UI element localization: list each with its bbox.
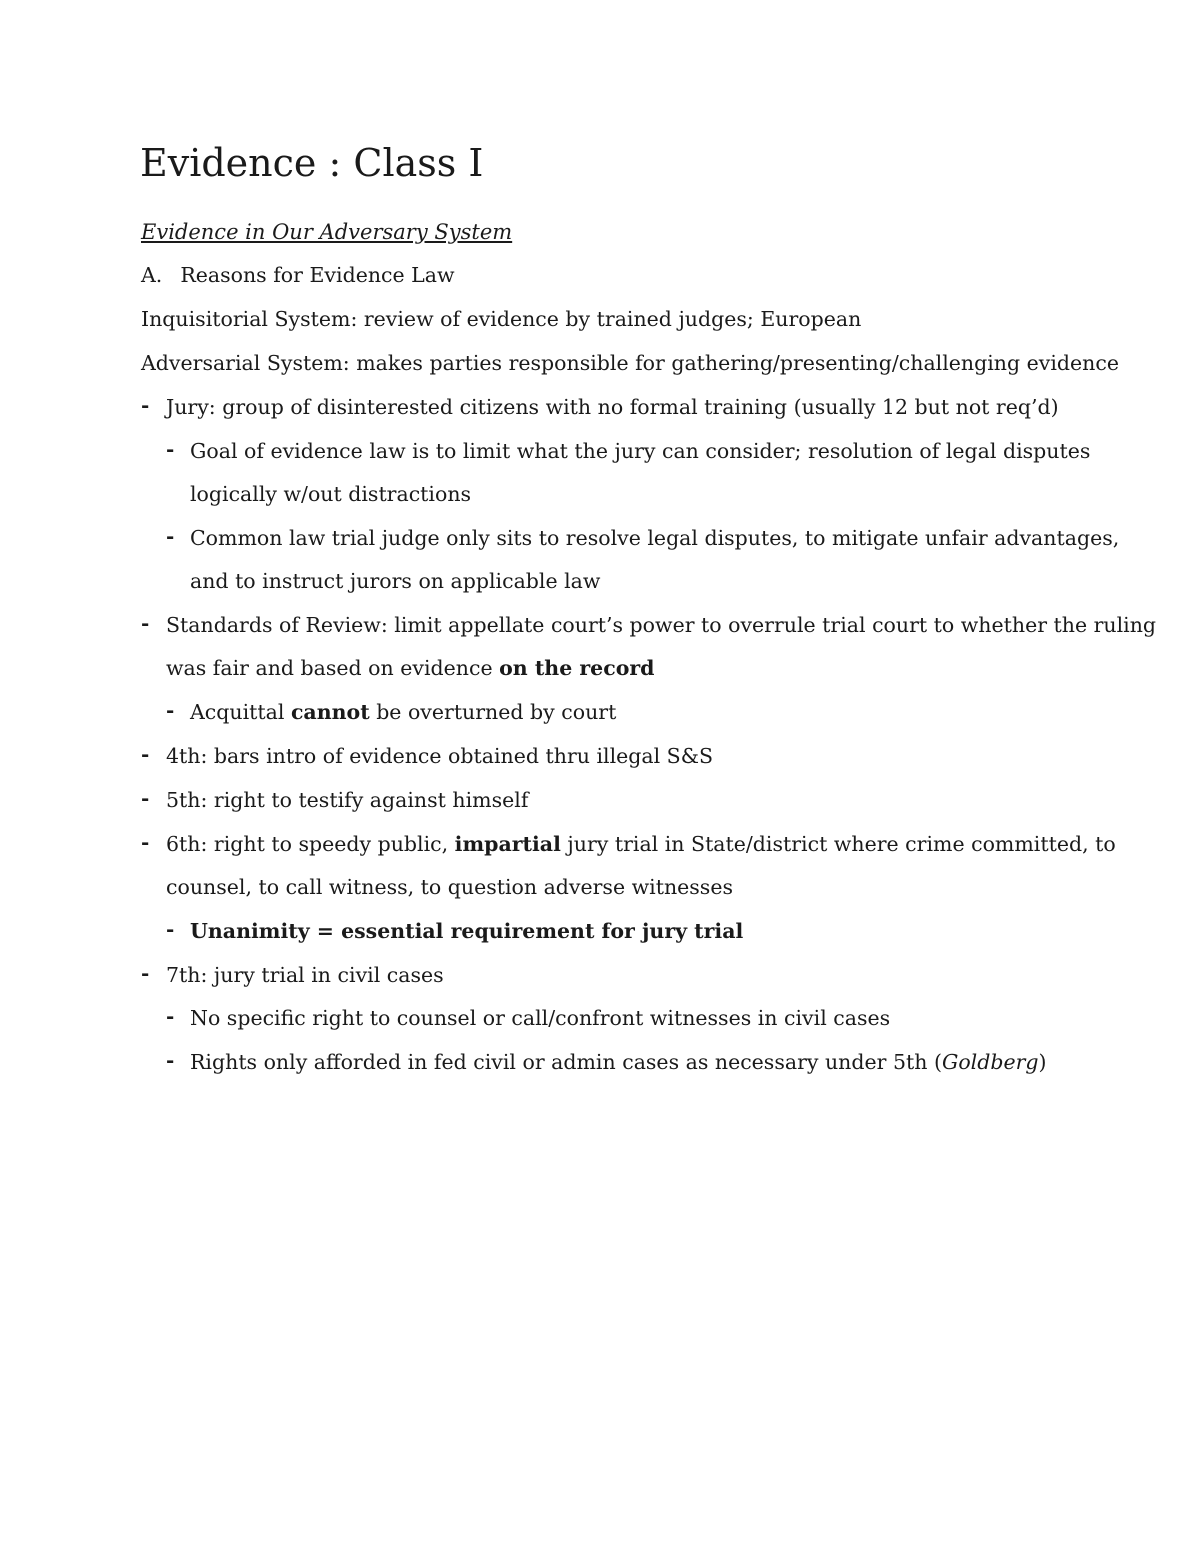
acquittal-text: Acquittal [190,700,291,724]
page-title: Evidence : Class I [140,141,484,185]
section-heading: Evidence in Our Adversary System [141,220,513,244]
jury-line: Jury: group of disinterested citizens with no formal training (usually 12 but not req’d) [166,395,1059,419]
bullet-dash: - [166,917,175,941]
bullet-dash: - [166,1004,175,1028]
rights-text: Rights only afforded in fed civil or admin cases as necessary under 5th ( [190,1050,942,1074]
bullet-dash: - [141,742,150,766]
fourth-line: 4th: bars intro of evidence obtained thru illegal S&S [166,744,714,768]
no-specific-line: No specific right to counsel or call/confront witnesses in civil cases [190,1006,891,1030]
rights-line [190,1048,1047,1076]
bullet-dash: - [166,1048,175,1072]
case-name: Goldberg [941,1050,1039,1074]
section-a-marker: A. [141,263,163,287]
bullet-dash: - [141,786,150,810]
sixth-line-1 [166,830,1116,858]
unanimity-line: Unanimity = essential requirement for jury trial [190,919,744,943]
sixth-text: 6th: right to speedy public, [166,832,455,856]
rights-text-end: ) [1038,1050,1047,1074]
bullet-dash: - [141,830,150,854]
bullet-dash: - [141,961,150,985]
sixth-emphasis: impartial [454,832,561,856]
standards-line-2 [166,654,655,682]
common-line-1: Common law trial judge only sits to resolve legal disputes, to mitigate unfair advantages, [190,526,1120,550]
bullet-dash: - [166,698,175,722]
goal-line-1: Goal of evidence law is to limit what the jury can consider; resolution of legal disputes [190,439,1091,463]
standards-line-1: Standards of Review: limit appellate court’s power to overrule trial court to whether the ruling [166,613,1157,637]
bullet-dash: - [166,437,175,461]
sixth-text-end: jury trial in State/district where crime committed, to [560,832,1116,856]
acquittal-emphasis: cannot [290,700,370,724]
goal-line-2: logically w/out distractions [190,482,472,506]
adversarial-line: Adversarial System: makes parties responsible for gathering/presenting/challenging evidence [141,351,1119,375]
section-a-line [141,261,455,289]
bullet-dash: - [141,393,150,417]
bullet-dash: - [141,611,150,635]
section-a-text: Reasons for Evidence Law [180,263,455,287]
standards-emphasis: on the record [499,656,655,680]
inquisitorial-line: Inquisitorial System: review of evidence by trained judges; European [141,307,862,331]
seventh-line: 7th: jury trial in civil cases [166,963,444,987]
standards-text: was fair and based on evidence [166,656,500,680]
fifth-line: 5th: right to testify against himself [166,788,529,812]
acquittal-line [190,698,616,726]
bullet-dash: - [166,524,175,548]
common-line-2: and to instruct jurors on applicable law [190,569,601,593]
sixth-line-2: counsel, to call witness, to question adverse witnesses [166,875,733,899]
acquittal-text-end: be overturned by court [369,700,617,724]
